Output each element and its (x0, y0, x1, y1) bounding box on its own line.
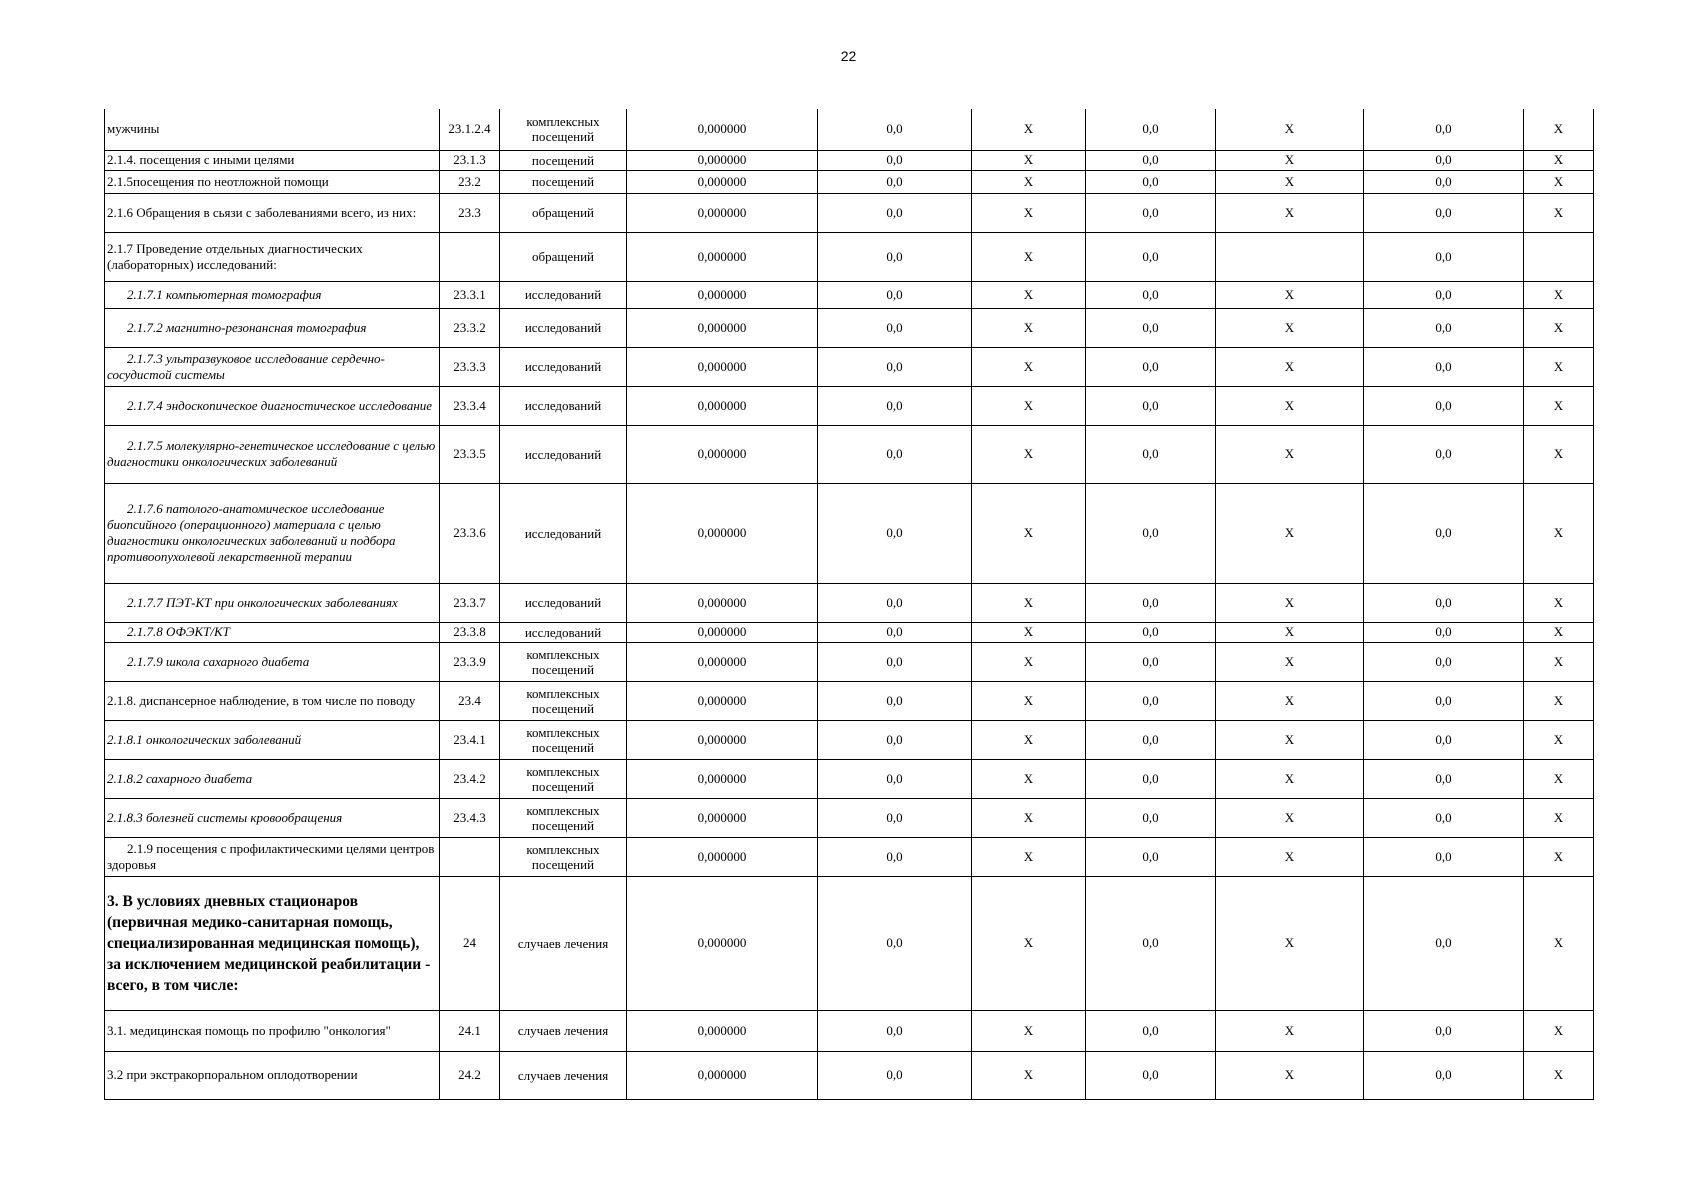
table-row (105, 232, 1594, 281)
row-value-1: 0,000000 (627, 1010, 818, 1051)
table-row (105, 837, 1594, 876)
table-row (105, 109, 1594, 150)
table-row (105, 347, 1594, 386)
row-value-5: X (1216, 308, 1364, 347)
row-unit: случаев лечения (500, 1010, 627, 1051)
row-value-4: 0,0 (1086, 193, 1216, 232)
row-value-4: 0,0 (1086, 759, 1216, 798)
row-name: 2.1.8.2 сахарного диабета (105, 759, 440, 798)
row-value-6: 0,0 (1364, 232, 1524, 281)
row-name: 2.1.7.9 школа сахарного диабета (105, 642, 440, 681)
row-value-1: 0,000000 (627, 232, 818, 281)
row-value-1: 0,000000 (627, 583, 818, 622)
row-value-5: X (1216, 425, 1364, 483)
row-value-6: 0,0 (1364, 622, 1524, 642)
row-value-5: X (1216, 170, 1364, 193)
row-value-1: 0,000000 (627, 798, 818, 837)
row-code: 24 (440, 876, 500, 1010)
row-value-4: 0,0 (1086, 483, 1216, 583)
row-value-5: X (1216, 386, 1364, 425)
row-code: 24.1 (440, 1010, 500, 1051)
row-value-4: 0,0 (1086, 170, 1216, 193)
row-unit: исследований (500, 308, 627, 347)
row-value-1: 0,000000 (627, 193, 818, 232)
row-code: 23.1.3 (440, 150, 500, 170)
row-value-6: 0,0 (1364, 193, 1524, 232)
row-unit: случаев лечения (500, 876, 627, 1010)
row-name: 3.2 при экстракорпоральном оплодотворении (105, 1051, 440, 1099)
row-unit: комплексных посещений (500, 109, 627, 150)
row-name: 2.1.7.3 ультразвуковое исследование сердечно-сосудистой системы (105, 347, 440, 386)
row-code: 23.3.3 (440, 347, 500, 386)
row-value-6: 0,0 (1364, 1051, 1524, 1099)
table-row (105, 170, 1594, 193)
row-name: мужчины (105, 109, 440, 150)
row-value-7: X (1524, 347, 1594, 386)
row-value-3: X (972, 642, 1086, 681)
row-value-3: X (972, 232, 1086, 281)
row-value-6: 0,0 (1364, 583, 1524, 622)
row-value-1: 0,000000 (627, 642, 818, 681)
row-value-4: 0,0 (1086, 798, 1216, 837)
row-code: 23.2 (440, 170, 500, 193)
row-name: 2.1.7.5 молекулярно-генетическое исследование с целью диагностики онкологических заболеваний (105, 425, 440, 483)
table-row (105, 622, 1594, 642)
page-number: 22 (840, 48, 857, 64)
row-name: 2.1.6 Обращения в сьязи с заболеваниями всего, из них: (105, 193, 440, 232)
table-row (105, 1051, 1594, 1099)
row-value-3: X (972, 347, 1086, 386)
row-value-7: X (1524, 583, 1594, 622)
row-unit: исследований (500, 583, 627, 622)
row-value-2: 0,0 (818, 193, 972, 232)
row-value-5: X (1216, 837, 1364, 876)
row-value-4: 0,0 (1086, 1010, 1216, 1051)
row-value-1: 0,000000 (627, 720, 818, 759)
row-value-3: X (972, 308, 1086, 347)
row-value-2: 0,0 (818, 583, 972, 622)
row-value-7: X (1524, 193, 1594, 232)
row-value-5: X (1216, 150, 1364, 170)
row-code: 23.4.1 (440, 720, 500, 759)
row-name: 2.1.7 Проведение отдельных диагностических (лабораторных) исследований: (105, 232, 440, 281)
row-value-5: X (1216, 347, 1364, 386)
row-value-7: X (1524, 622, 1594, 642)
table-row (105, 483, 1594, 583)
row-value-4: 0,0 (1086, 232, 1216, 281)
row-value-6: 0,0 (1364, 425, 1524, 483)
row-unit: обращений (500, 193, 627, 232)
row-value-4: 0,0 (1086, 622, 1216, 642)
row-value-7: X (1524, 876, 1594, 1010)
row-value-3: X (972, 583, 1086, 622)
row-unit: случаев лечения (500, 1051, 627, 1099)
table-row (105, 876, 1594, 1010)
row-value-2: 0,0 (818, 622, 972, 642)
row-value-6: 0,0 (1364, 837, 1524, 876)
row-value-7 (1524, 232, 1594, 281)
row-name: 2.1.8. диспансерное наблюдение, в том числе по поводу (105, 681, 440, 720)
row-value-2: 0,0 (818, 837, 972, 876)
row-value-1: 0,000000 (627, 281, 818, 308)
row-value-1: 0,000000 (627, 483, 818, 583)
row-value-5: X (1216, 583, 1364, 622)
row-value-2: 0,0 (818, 109, 972, 150)
row-value-6: 0,0 (1364, 798, 1524, 837)
row-value-1: 0,000000 (627, 759, 818, 798)
row-value-2: 0,0 (818, 876, 972, 1010)
row-name: 2.1.4. посещения с иными целями (105, 150, 440, 170)
row-value-6: 0,0 (1364, 109, 1524, 150)
row-value-1: 0,000000 (627, 681, 818, 720)
row-value-2: 0,0 (818, 642, 972, 681)
table-row (105, 798, 1594, 837)
row-value-3: X (972, 876, 1086, 1010)
row-name: 2.1.8.3 болезней системы кровообращения (105, 798, 440, 837)
row-value-5: X (1216, 720, 1364, 759)
row-value-7: X (1524, 759, 1594, 798)
row-value-4: 0,0 (1086, 425, 1216, 483)
table-row (105, 281, 1594, 308)
row-value-1: 0,000000 (627, 1051, 818, 1099)
row-value-4: 0,0 (1086, 837, 1216, 876)
row-value-2: 0,0 (818, 798, 972, 837)
row-value-1: 0,000000 (627, 150, 818, 170)
row-value-7: X (1524, 837, 1594, 876)
row-value-3: X (972, 150, 1086, 170)
row-value-5: X (1216, 681, 1364, 720)
row-value-1: 0,000000 (627, 425, 818, 483)
row-unit: обращений (500, 232, 627, 281)
row-value-4: 0,0 (1086, 150, 1216, 170)
row-value-7: X (1524, 483, 1594, 583)
row-name: 3. В условиях дневных стационаров (первичная медико-санитарная помощь, специализированная медицинская помощь), за исключением медицинской реабилитации - всего, в том числе: (105, 876, 440, 1010)
row-value-2: 0,0 (818, 1010, 972, 1051)
row-value-6: 0,0 (1364, 642, 1524, 681)
table-row (105, 308, 1594, 347)
row-value-5: X (1216, 642, 1364, 681)
row-name: 2.1.8.1 онкологических заболеваний (105, 720, 440, 759)
row-value-3: X (972, 798, 1086, 837)
row-value-4: 0,0 (1086, 720, 1216, 759)
row-value-5: X (1216, 109, 1364, 150)
row-value-3: X (972, 193, 1086, 232)
row-value-4: 0,0 (1086, 876, 1216, 1010)
row-value-6: 0,0 (1364, 308, 1524, 347)
row-value-5: X (1216, 193, 1364, 232)
row-unit: исследований (500, 281, 627, 308)
row-unit: исследований (500, 347, 627, 386)
row-value-2: 0,0 (818, 425, 972, 483)
row-value-3: X (972, 1010, 1086, 1051)
row-value-6: 0,0 (1364, 720, 1524, 759)
table-row (105, 150, 1594, 170)
row-unit: посещений (500, 150, 627, 170)
row-value-5: X (1216, 798, 1364, 837)
row-value-6: 0,0 (1364, 759, 1524, 798)
table-row (105, 583, 1594, 622)
row-value-7: X (1524, 642, 1594, 681)
row-code: 23.3.9 (440, 642, 500, 681)
row-name: 2.1.7.4 эндоскопическое диагностическое исследование (105, 386, 440, 425)
row-value-7: X (1524, 681, 1594, 720)
row-code: 23.1.2.4 (440, 109, 500, 150)
row-value-2: 0,0 (818, 759, 972, 798)
row-value-6: 0,0 (1364, 281, 1524, 308)
table-row (105, 425, 1594, 483)
row-unit: комплексных посещений (500, 681, 627, 720)
row-value-3: X (972, 170, 1086, 193)
table-row (105, 759, 1594, 798)
row-value-6: 0,0 (1364, 386, 1524, 425)
row-code: 23.3 (440, 193, 500, 232)
table-row (105, 193, 1594, 232)
row-value-1: 0,000000 (627, 876, 818, 1010)
row-name: 2.1.7.2 магнитно-резонансная томография (105, 308, 440, 347)
row-value-7: X (1524, 425, 1594, 483)
row-value-1: 0,000000 (627, 170, 818, 193)
row-name: 2.1.7.7 ПЭТ-КТ при онкологических заболеваниях (105, 583, 440, 622)
row-value-6: 0,0 (1364, 347, 1524, 386)
row-code: 23.4.2 (440, 759, 500, 798)
row-value-2: 0,0 (818, 720, 972, 759)
row-value-4: 0,0 (1086, 109, 1216, 150)
row-name: 2.1.7.1 компьютерная томография (105, 281, 440, 308)
row-value-5 (1216, 232, 1364, 281)
row-value-1: 0,000000 (627, 109, 818, 150)
row-value-1: 0,000000 (627, 386, 818, 425)
row-name: 2.1.9 посещения с профилактическими целями центров здоровья (105, 837, 440, 876)
table-row (105, 642, 1594, 681)
row-value-6: 0,0 (1364, 170, 1524, 193)
row-value-6: 0,0 (1364, 1010, 1524, 1051)
row-code: 23.3.8 (440, 622, 500, 642)
row-name: 2.1.7.8 ОФЭКТ/КТ (105, 622, 440, 642)
row-value-4: 0,0 (1086, 642, 1216, 681)
row-value-3: X (972, 681, 1086, 720)
row-value-3: X (972, 622, 1086, 642)
row-value-6: 0,0 (1364, 483, 1524, 583)
row-value-4: 0,0 (1086, 386, 1216, 425)
row-value-7: X (1524, 1051, 1594, 1099)
row-value-7: X (1524, 386, 1594, 425)
row-value-3: X (972, 759, 1086, 798)
row-value-7: X (1524, 109, 1594, 150)
row-value-5: X (1216, 876, 1364, 1010)
row-value-5: X (1216, 281, 1364, 308)
row-name: 3.1. медицинская помощь по профилю "онкология" (105, 1010, 440, 1051)
row-value-5: X (1216, 1051, 1364, 1099)
row-value-3: X (972, 386, 1086, 425)
row-code: 23.3.4 (440, 386, 500, 425)
row-value-4: 0,0 (1086, 308, 1216, 347)
row-value-3: X (972, 109, 1086, 150)
row-value-7: X (1524, 798, 1594, 837)
row-value-7: X (1524, 281, 1594, 308)
table-row (105, 1010, 1594, 1051)
row-unit: посещений (500, 170, 627, 193)
row-unit: исследований (500, 425, 627, 483)
row-value-3: X (972, 1051, 1086, 1099)
table-row (105, 681, 1594, 720)
row-value-7: X (1524, 308, 1594, 347)
row-code (440, 232, 500, 281)
row-value-7: X (1524, 170, 1594, 193)
row-value-6: 0,0 (1364, 681, 1524, 720)
row-code: 24.2 (440, 1051, 500, 1099)
row-value-1: 0,000000 (627, 347, 818, 386)
row-value-3: X (972, 281, 1086, 308)
row-code (440, 837, 500, 876)
row-unit: исследований (500, 622, 627, 642)
row-unit: исследований (500, 483, 627, 583)
row-value-2: 0,0 (818, 483, 972, 583)
row-value-2: 0,0 (818, 281, 972, 308)
row-value-2: 0,0 (818, 150, 972, 170)
table-row (105, 720, 1594, 759)
row-value-2: 0,0 (818, 681, 972, 720)
row-value-2: 0,0 (818, 347, 972, 386)
row-unit: комплексных посещений (500, 798, 627, 837)
row-unit: комплексных посещений (500, 642, 627, 681)
row-name: 2.1.7.6 патолого-анатомическое исследование биопсийного (операционного) материала с целью диагностики онкологических заболеваний и подбора противоопухолевой лекарственной терапии (105, 483, 440, 583)
row-value-7: X (1524, 150, 1594, 170)
row-value-5: X (1216, 483, 1364, 583)
row-value-3: X (972, 483, 1086, 583)
row-value-2: 0,0 (818, 232, 972, 281)
row-value-4: 0,0 (1086, 281, 1216, 308)
row-code: 23.4.3 (440, 798, 500, 837)
row-value-2: 0,0 (818, 386, 972, 425)
row-value-5: X (1216, 759, 1364, 798)
row-value-3: X (972, 837, 1086, 876)
data-table (104, 109, 1594, 1100)
row-value-5: X (1216, 622, 1364, 642)
row-code: 23.4 (440, 681, 500, 720)
row-value-7: X (1524, 1010, 1594, 1051)
row-name: 2.1.5посещения по неотложной помощи (105, 170, 440, 193)
row-value-4: 0,0 (1086, 681, 1216, 720)
row-value-4: 0,0 (1086, 1051, 1216, 1099)
row-code: 23.3.1 (440, 281, 500, 308)
row-value-6: 0,0 (1364, 150, 1524, 170)
row-unit: комплексных посещений (500, 759, 627, 798)
row-value-3: X (972, 425, 1086, 483)
row-code: 23.3.2 (440, 308, 500, 347)
row-value-6: 0,0 (1364, 876, 1524, 1010)
row-code: 23.3.5 (440, 425, 500, 483)
row-value-2: 0,0 (818, 1051, 972, 1099)
row-unit: комплексных посещений (500, 720, 627, 759)
row-unit: комплексных посещений (500, 837, 627, 876)
row-value-1: 0,000000 (627, 308, 818, 347)
row-value-3: X (972, 720, 1086, 759)
row-value-1: 0,000000 (627, 622, 818, 642)
row-value-4: 0,0 (1086, 583, 1216, 622)
row-value-2: 0,0 (818, 308, 972, 347)
row-code: 23.3.6 (440, 483, 500, 583)
row-value-2: 0,0 (818, 170, 972, 193)
row-value-7: X (1524, 720, 1594, 759)
row-value-5: X (1216, 1010, 1364, 1051)
table-row (105, 386, 1594, 425)
row-value-4: 0,0 (1086, 347, 1216, 386)
row-unit: исследований (500, 386, 627, 425)
row-code: 23.3.7 (440, 583, 500, 622)
row-value-1: 0,000000 (627, 837, 818, 876)
